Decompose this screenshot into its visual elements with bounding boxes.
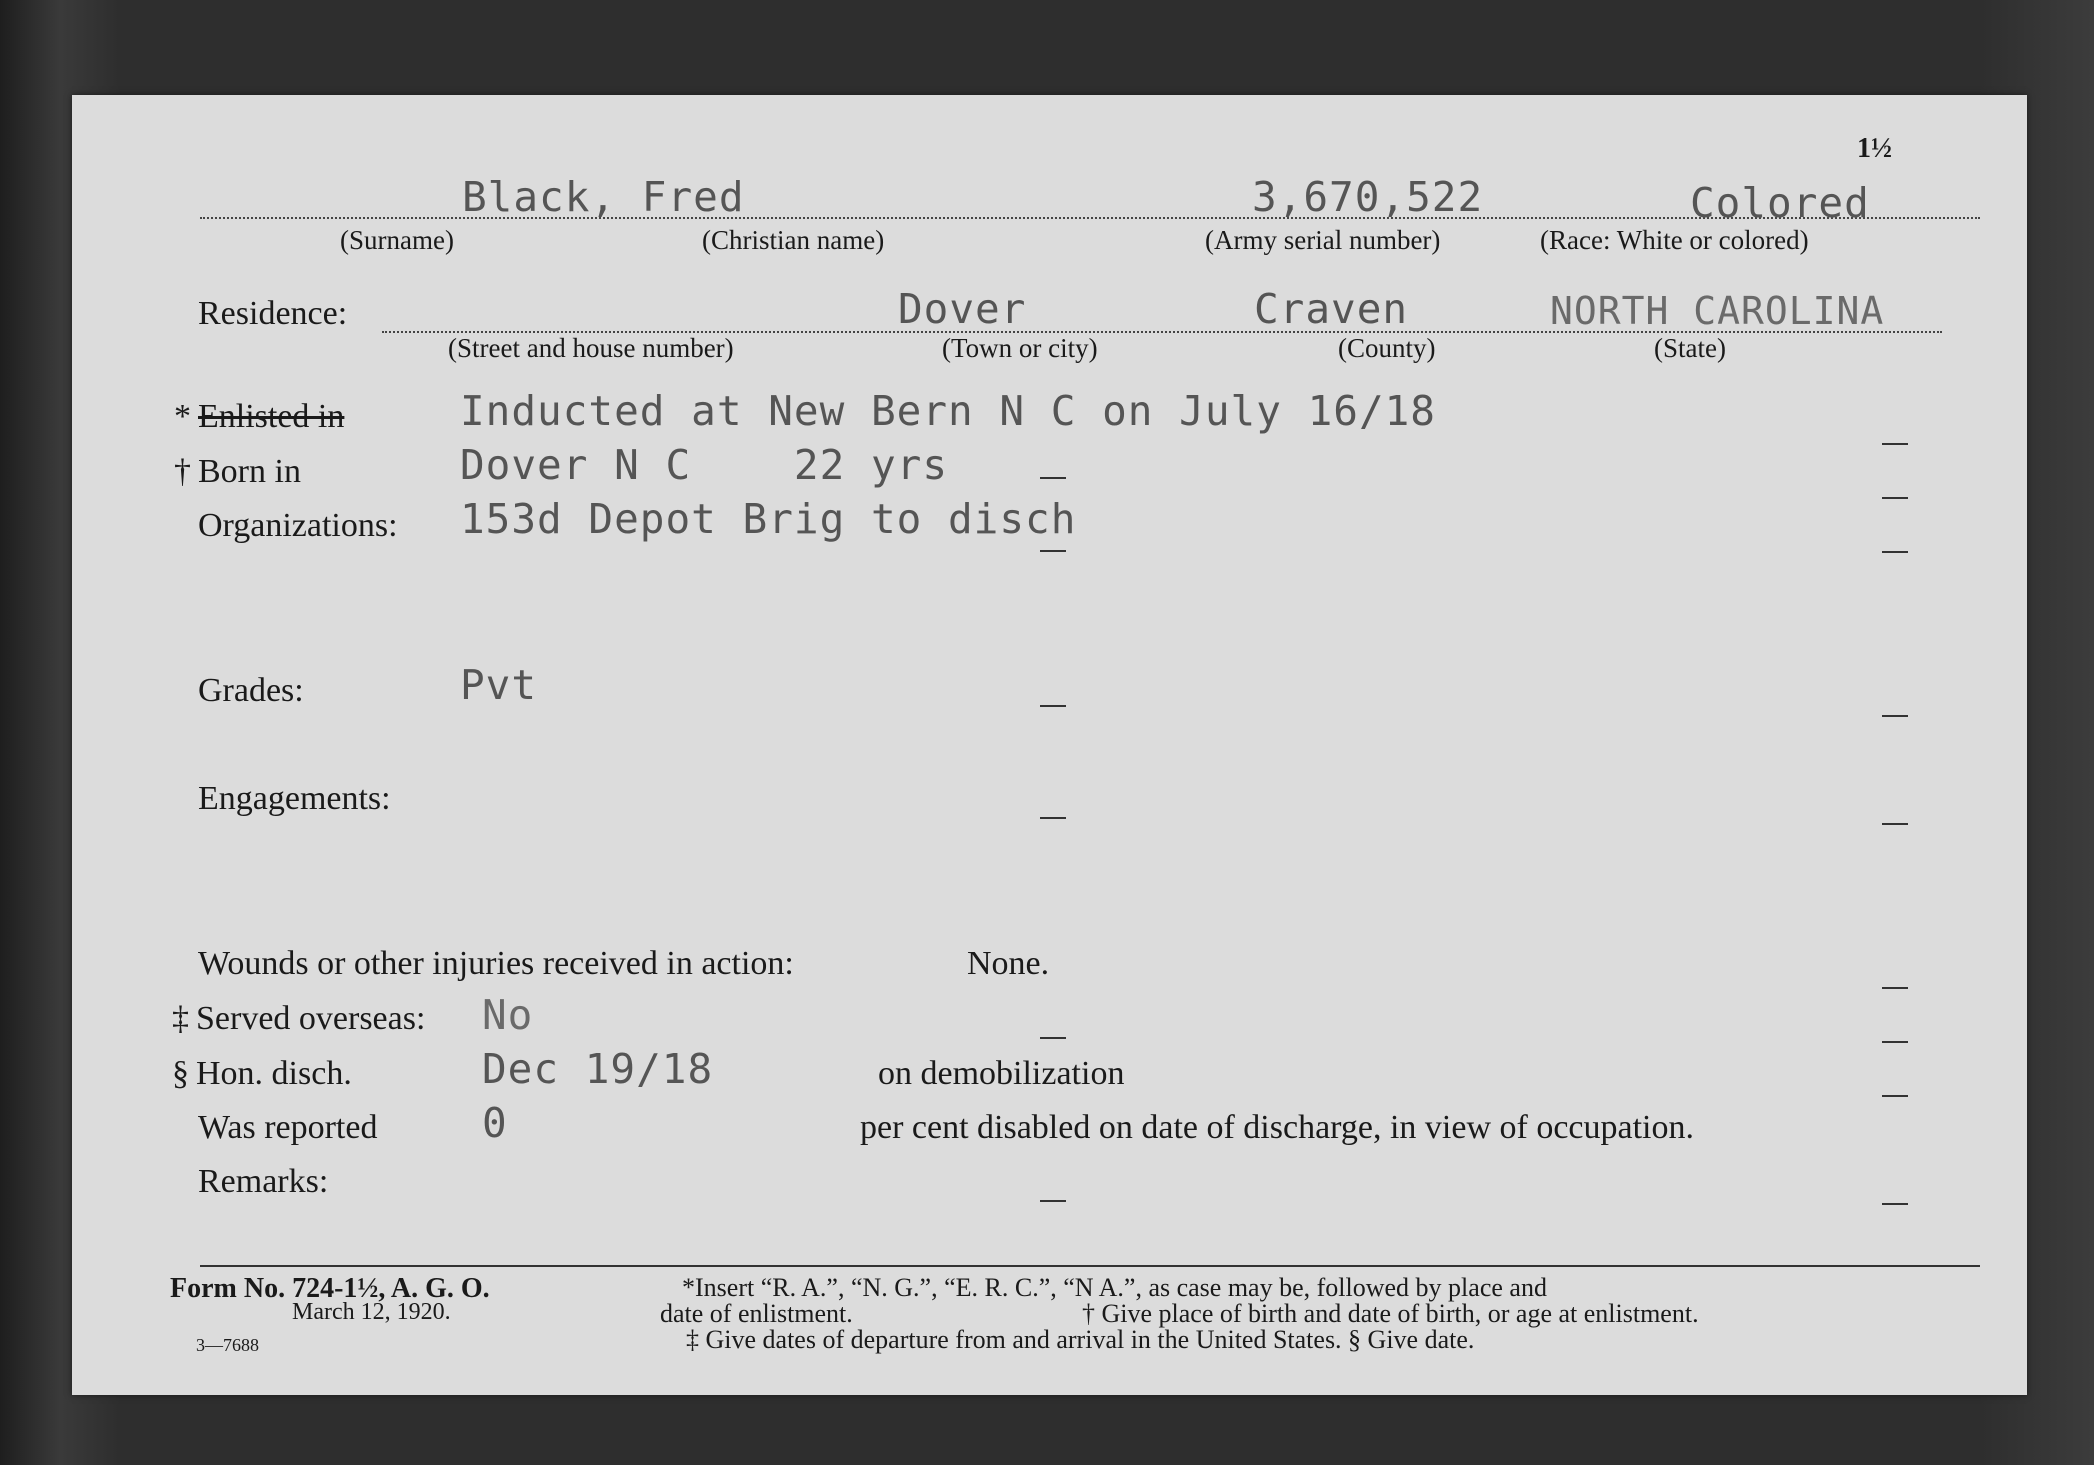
dash-mark: [1040, 550, 1066, 552]
corner-number: 1½: [1857, 133, 1892, 164]
footer-note-3: ‡ Give dates of departure from and arrival in the United States. § Give date.: [686, 1325, 1475, 1354]
christian-name-caption: (Christian name): [702, 225, 885, 255]
state-caption: (State): [1654, 333, 1726, 363]
county-caption: (County): [1338, 333, 1436, 363]
overseas-label: Served overseas:: [196, 1000, 426, 1037]
dash-mark: [1882, 1095, 1908, 1097]
hon-disch-mark: §: [172, 1055, 189, 1092]
organizations-label: Organizations:: [198, 507, 398, 544]
grades-label: Grades:: [198, 672, 304, 709]
dash-mark: [1882, 443, 1908, 445]
dash-mark: [1882, 1041, 1908, 1043]
race-caption: (Race: White or colored): [1540, 225, 1809, 255]
grades-value: Pvt: [460, 661, 538, 709]
hon-disch-suffix: on demobilization: [878, 1055, 1125, 1092]
service-record-card: [72, 95, 2027, 1395]
residence-county: Craven: [1254, 285, 1409, 333]
hon-disch-value: Dec 19/18: [482, 1045, 714, 1093]
dash-mark: [1882, 715, 1908, 717]
dash-mark: [1040, 1200, 1066, 1202]
overseas-value: No: [482, 991, 534, 1039]
engagements-label: Engagements:: [198, 780, 391, 817]
dash-mark: [1882, 987, 1908, 989]
enlisted-mark: *: [174, 398, 191, 435]
overseas-mark: ‡: [172, 1000, 189, 1037]
form-date: March 12, 1920.: [292, 1299, 451, 1325]
footer-note-2a: date of enlistment.: [660, 1299, 853, 1328]
organizations-value: 153d Depot Brig to disch: [460, 495, 1077, 543]
serial-number-value: 3,670,522: [1252, 173, 1484, 221]
reported-value: 0: [482, 1099, 508, 1147]
enlisted-label: Enlisted in: [198, 398, 345, 435]
footer-note-2b: † Give place of birth and date of birth, or age at enlistment.: [1082, 1299, 1699, 1328]
reported-label: Was reported: [198, 1109, 378, 1146]
enlisted-value: Inducted at New Bern N C on July 16/18: [460, 387, 1436, 435]
wounds-value: None.: [967, 945, 1050, 982]
residence-state: NORTH CAROLINA: [1550, 289, 1885, 333]
dash-mark: [1882, 551, 1908, 553]
dash-mark: [1040, 477, 1066, 479]
remarks-label: Remarks:: [198, 1163, 329, 1200]
dash-mark: [1882, 497, 1908, 499]
dash-mark: [1040, 817, 1066, 819]
street-caption: (Street and house number): [448, 333, 734, 363]
footer-note-1: *Insert “R. A.”, “N. G.”, “E. R. C.”, “N A.”, as case may be, followed by place and: [682, 1273, 1547, 1302]
dash-mark: [1882, 1203, 1908, 1205]
born-value: Dover N C 22 yrs: [460, 441, 948, 489]
hon-disch-label: Hon. disch.: [196, 1055, 352, 1092]
residence-town: Dover: [898, 285, 1027, 333]
surname-caption: (Surname): [340, 225, 454, 255]
born-label: Born in: [198, 453, 301, 490]
dash-mark: [1040, 1037, 1066, 1039]
reported-suffix: per cent disabled on date of discharge, in view of occupation.: [860, 1109, 1694, 1146]
race-value: Colored: [1690, 179, 1870, 227]
footer-rule: [200, 1265, 1980, 1267]
surname-value: Black, Fred: [462, 173, 745, 221]
print-code: 3—7688: [196, 1335, 259, 1355]
born-mark: †: [174, 453, 191, 490]
town-caption: (Town or city): [942, 333, 1098, 363]
dash-mark: [1040, 705, 1066, 707]
dash-mark: [1882, 823, 1908, 825]
form-number: Form No. 724-1½, A. G. O.: [170, 1273, 490, 1304]
wounds-label: Wounds or other injuries received in action:: [198, 945, 794, 982]
serial-caption: (Army serial number): [1205, 225, 1441, 255]
residence-label: Residence:: [198, 295, 348, 332]
